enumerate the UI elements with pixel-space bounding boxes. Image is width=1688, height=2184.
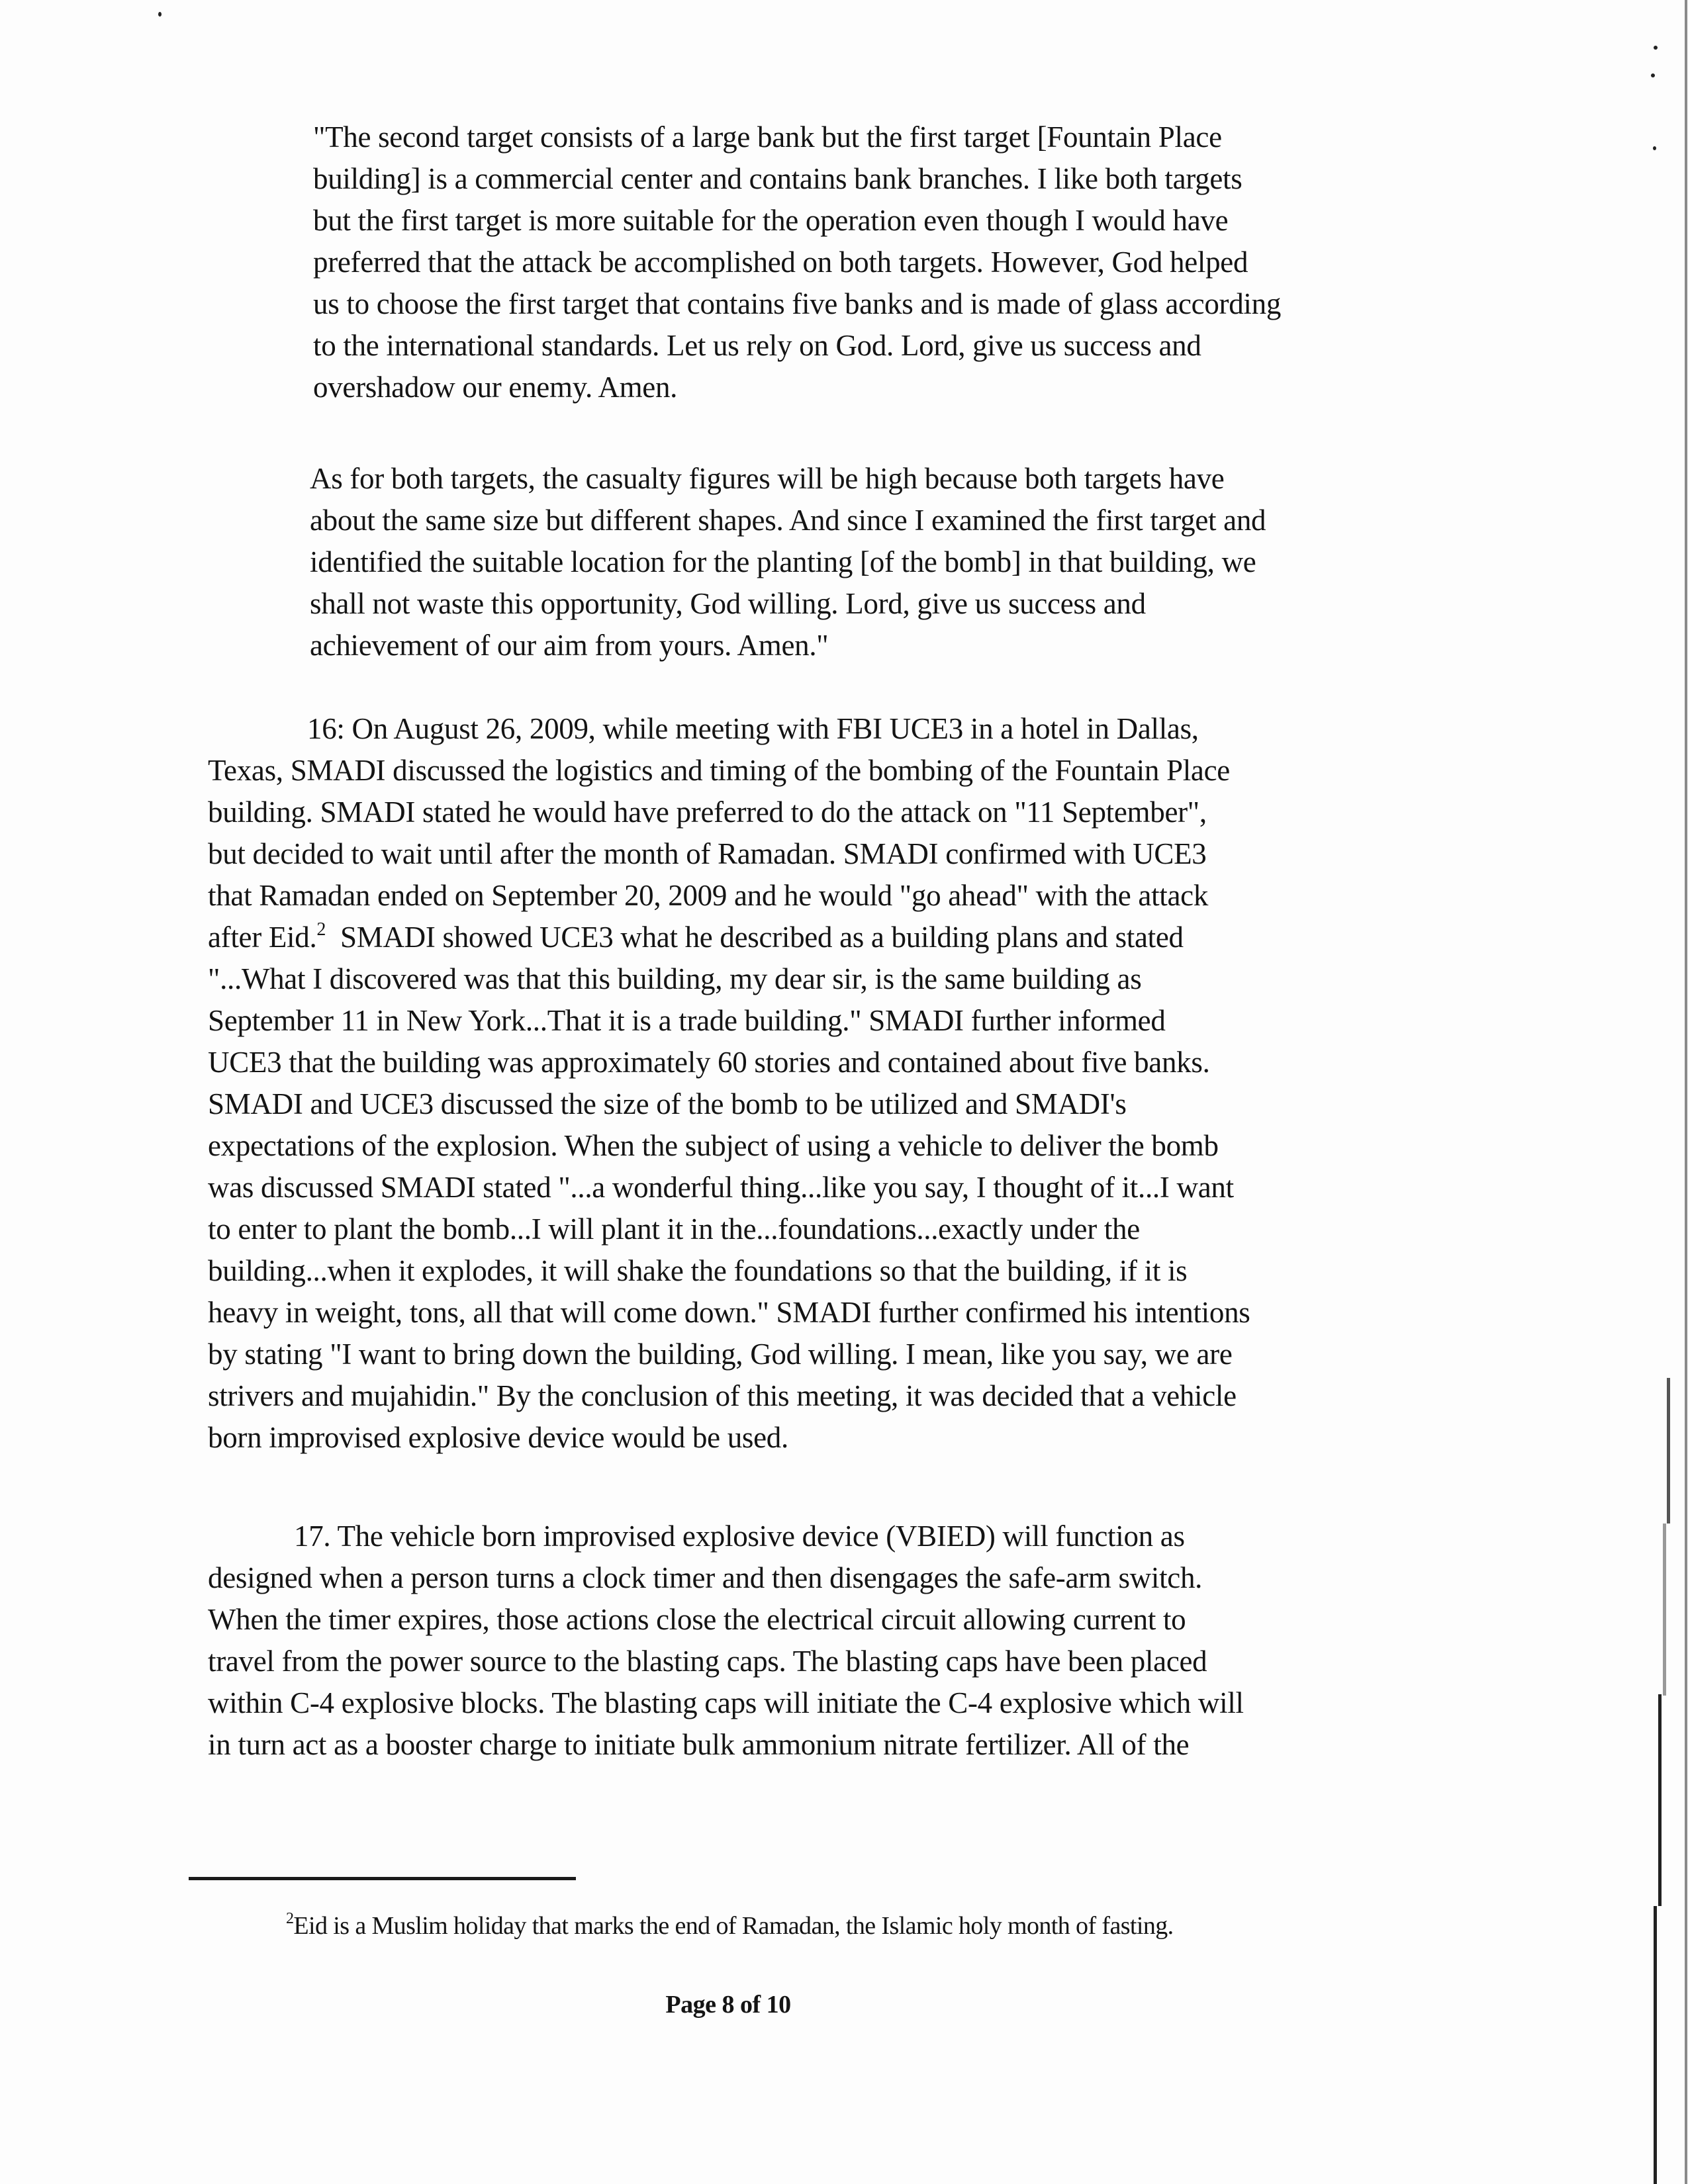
text-line: about the same size but different shapes. And since I examined the first target and [310,504,1266,537]
footnote-separator [189,1877,576,1880]
text-fragment: SMADI showed UCE3 what he described as a building plans and stated [326,921,1184,954]
footnote-text: Eid is a Muslim holiday that marks the end of Ramadan, the Islamic holy month of fasting. [293,1912,1174,1940]
scan-speck [1654,46,1658,50]
text-line: identified the suitable location for the planting [of the bomb] in that building, we [310,545,1256,578]
scan-vertical-mark [1654,1906,1657,2184]
text-line: us to choose the first target that contains five banks and is made of glass according [313,287,1282,320]
paragraph-17 [208,1516,1244,1766]
text-line: but the first target is more suitable for the operation even though I would have [313,204,1229,237]
text-line: As for both targets, the casualty figures will be high because both targets have [310,462,1225,495]
text-line: travel from the power source to the blasting caps. The blasting caps have been placed [208,1645,1207,1678]
page-number-label: Page 8 of 10 [665,1991,791,2019]
text-line: to the international standards. Let us rely on God. Lord, give us success and [313,329,1201,362]
text-line: within C-4 explosive blocks. The blasting caps will initiate the C-4 explosive which will [208,1686,1244,1719]
text-line: 17. The vehicle born improvised explosive device (VBIED) will function as [294,1520,1185,1553]
text-line: Texas, SMADI discussed the logistics and timing of the bombing of the Fountain Place [208,754,1230,787]
text-line: overshadow our enemy. Amen. [313,371,678,404]
text-line: "The second target consists of a large bank but the first target [Fountain Place [313,120,1222,154]
text-line: UCE3 that the building was approximately 60 stories and contained about five banks. [208,1046,1210,1079]
text-line: heavy in weight, tons, all that will come down." SMADI further confirmed his intentions [208,1296,1250,1329]
text-line: designed when a person turns a clock timer and then disengages the safe-arm switch. [208,1561,1203,1594]
footnote-reference[interactable]: 2 [316,919,326,940]
scan-speck [1653,146,1656,150]
scan-speck [158,12,162,17]
text-line: expectations of the explosion. When the subject of using a vehicle to deliver the bomb [208,1129,1219,1162]
text-line: achievement of our aim from yours. Amen." [310,629,829,662]
scan-vertical-mark [1663,1524,1666,1696]
page-number [0,1989,1688,2021]
scan-vertical-mark [1667,1378,1670,1524]
text-line: but decided to wait until after the month of Ramadan. SMADI confirmed with UCE3 [208,837,1207,870]
text-line: September 11 in New York...That it is a trade building." SMADI further informed [208,1004,1166,1037]
text-line: building. SMADI stated he would have preferred to do the attack on "11 September", [208,796,1207,829]
text-line: in turn act as a booster charge to initiate bulk ammonium nitrate fertilizer. All of the [208,1728,1190,1761]
text-line: preferred that the attack be accomplished on both targets. However, God helped [313,246,1248,279]
text-line: building] is a commercial center and contains bank branches. I like both targets [313,162,1243,195]
text-line [208,917,1250,958]
text-line: shall not waste this opportunity, God willing. Lord, give us success and [310,587,1146,620]
quoted-passage-2 [310,458,1266,666]
scan-vertical-mark [1658,1694,1662,1906]
text-line: building...when it explodes, it will shake the foundations so that the building, if it is [208,1254,1188,1287]
text-line: that Ramadan ended on September 20, 2009 and he would "go ahead" with the attack [208,879,1209,912]
text-line: to enter to plant the bomb...I will plant it in the...foundations...exactly under the [208,1212,1140,1246]
scan-speck [1651,73,1655,77]
text-line: by stating "I want to bring down the building, God willing. I mean, like you say, we are [208,1338,1233,1371]
text-line: born improvised explosive device would be used. [208,1421,788,1454]
quoted-passage-1 [313,116,1281,408]
text-line: SMADI and UCE3 discussed the size of the bomb to be utilized and SMADI's [208,1087,1127,1120]
text-line: When the timer expires, those actions close the electrical circuit allowing current to [208,1603,1186,1636]
scan-edge-line [1685,0,1687,2184]
paragraph-16 [208,708,1250,1459]
text-line: was discussed SMADI stated "...a wonderful thing...like you say, I thought of it...I want [208,1171,1234,1204]
text-line: strivers and mujahidin." By the conclusion of this meeting, it was decided that a vehicle [208,1379,1237,1412]
footnote-number: 2 [286,1910,294,1927]
text-fragment: after Eid. [208,921,317,954]
text-line: 16: On August 26, 2009, while meeting with FBI UCE3 in a hotel in Dallas, [307,712,1199,745]
footnote [286,1910,1174,1942]
text-line: "...What I discovered was that this building, my dear sir, is the same building as [208,962,1142,995]
